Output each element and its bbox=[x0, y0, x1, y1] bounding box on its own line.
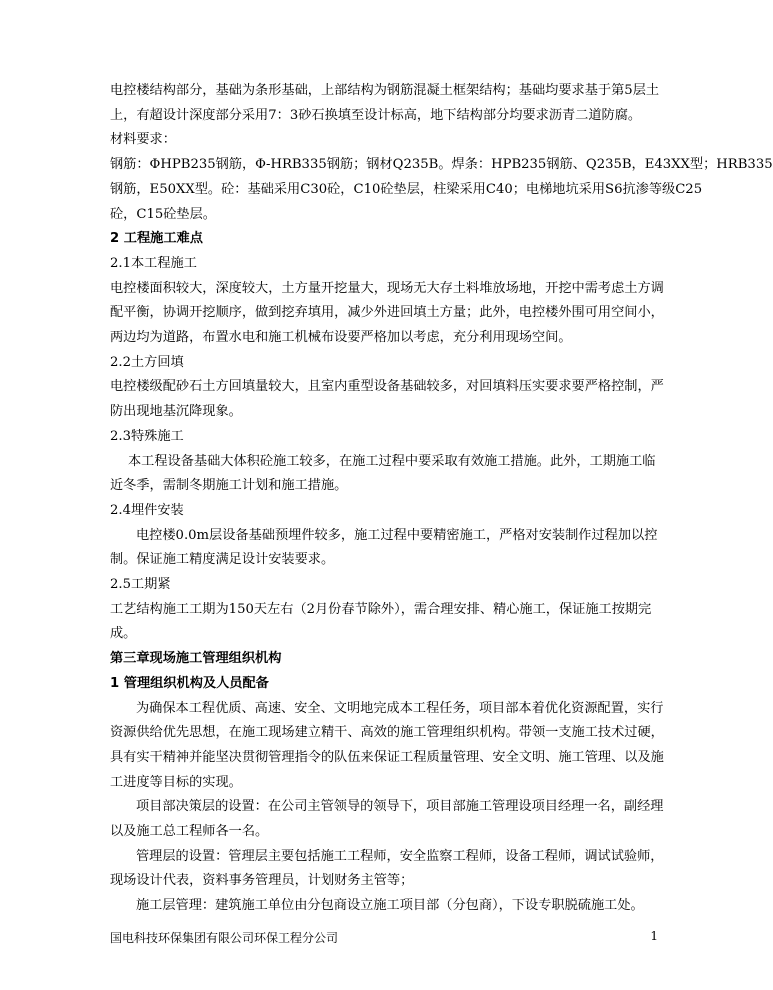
text-line: 上，有超设计深度部分采用7：3砂石换填至设计标高，地下结构部分均要求沥青二道防腐。 bbox=[110, 107, 642, 123]
subsection-heading: 2.2土方回填 bbox=[110, 354, 184, 370]
text-line: 近冬季，需制冬期施工计划和施工措施。 bbox=[110, 478, 348, 494]
text-line: 电控楼0.0m层设备基础预埋件较多，施工过程中要精密施工，严格对安装制作过程加以控 bbox=[136, 527, 658, 543]
text-line: 电控楼面积较大，深度较大，土方量开挖量大，现场无大存土料堆放场地，开挖中需考虑土方调 bbox=[110, 280, 664, 296]
text-line: 工艺结构施工工期为150天左右（2月份春节除外），需合理安排、精心施工，保证施工按期完 bbox=[110, 601, 652, 617]
text-line: 为确保本工程优质、高速、安全、文明地完成本工程任务，项目部本着优化资源配置，实行 bbox=[136, 700, 664, 716]
text-line: 工进度等目标的实现。 bbox=[110, 774, 242, 790]
text-line: 配平衡，协调开挖顺序，做到挖弃填用，减少外进回填土方量；此外，电控楼外围可用空间小， bbox=[110, 305, 664, 321]
text-line: 具有实干精神并能坚决贯彻管理指令的队伍来保证工程质量管理、安全文明、施工管理、以及施 bbox=[110, 749, 664, 765]
text-line: 钢筋，E50XX型。砼：基础采用C30砼，C10砼垫层，柱梁采用C40；电梯地坑采用S6抗渗等级C25 bbox=[110, 181, 703, 197]
text-line: 防出现地基沉降现象。 bbox=[110, 404, 242, 420]
text-line: 两边均为道路，布置水电和施工机械布设要严格加以考虑，充分利用现场空间。 bbox=[110, 330, 572, 345]
text-line: 资源供给优先思想，在施工现场建立精干、高效的施工管理组织机构。带领一支施工技术过硬， bbox=[110, 725, 664, 741]
text-line: 成。 bbox=[110, 626, 137, 642]
text-line: 施工层管理：建筑施工单位由分包商设立施工项目部（分包商），下设专职脱硫施工处。 bbox=[136, 898, 644, 914]
section-heading: 2 工程施工难点 bbox=[110, 231, 203, 247]
page-number: 1 bbox=[650, 929, 658, 943]
text-line: 制。保证施工精度满足设计安装要求。 bbox=[110, 552, 335, 568]
subsection-heading: 2.4埋件安装 bbox=[110, 502, 184, 518]
subsection-heading: 2.1本工程施工 bbox=[110, 255, 197, 271]
text-line: 砼，C15砼垫层。 bbox=[110, 206, 216, 222]
footer-company: 国电科技环保集团有限公司环保工程分公司 bbox=[110, 931, 339, 945]
text-line: 管理层的设置：管理层主要包括施工工程师，安全监察工程师，设备工程师，调试试验师， bbox=[136, 848, 664, 864]
section-heading: 1 管理组织机构及人员配备 bbox=[110, 675, 269, 691]
text-line: 材料要求： bbox=[110, 132, 176, 148]
chapter-heading: 第三章现场施工管理组织机构 bbox=[110, 651, 282, 667]
text-line: 现场设计代表，资料事务管理员，计划财务主管等； bbox=[110, 873, 414, 889]
text-line: 电控楼级配砂石土方回填量较大，且室内重型设备基础较多，对回填料压实要求要严格控制，严 bbox=[110, 379, 664, 395]
text-line: 本工程设备基础大体积砼施工较多，在施工过程中要采取有效施工措施。此外，工期施工临 bbox=[128, 453, 656, 469]
text-line: 以及施工总工程师各一名。 bbox=[110, 824, 269, 839]
subsection-heading: 2.5工期紧 bbox=[110, 577, 171, 592]
text-line: 钢筋：ΦHPB235钢筋，Φ-HRB335钢筋；钢材Q235B。焊条：HPB235钢筋、Q235B，E43XX型；HRB335 bbox=[110, 157, 773, 173]
text-line: 电控楼结构部分，基础为条形基础，上部结构为钢筋混凝土框架结构；基础均要求基于第5层土 bbox=[110, 83, 660, 98]
text-line: 项目部决策层的设置：在公司主管领导的领导下，项目部施工管理设项目经理一名，副经理 bbox=[136, 799, 664, 815]
subsection-heading: 2.3特殊施工 bbox=[110, 428, 184, 444]
